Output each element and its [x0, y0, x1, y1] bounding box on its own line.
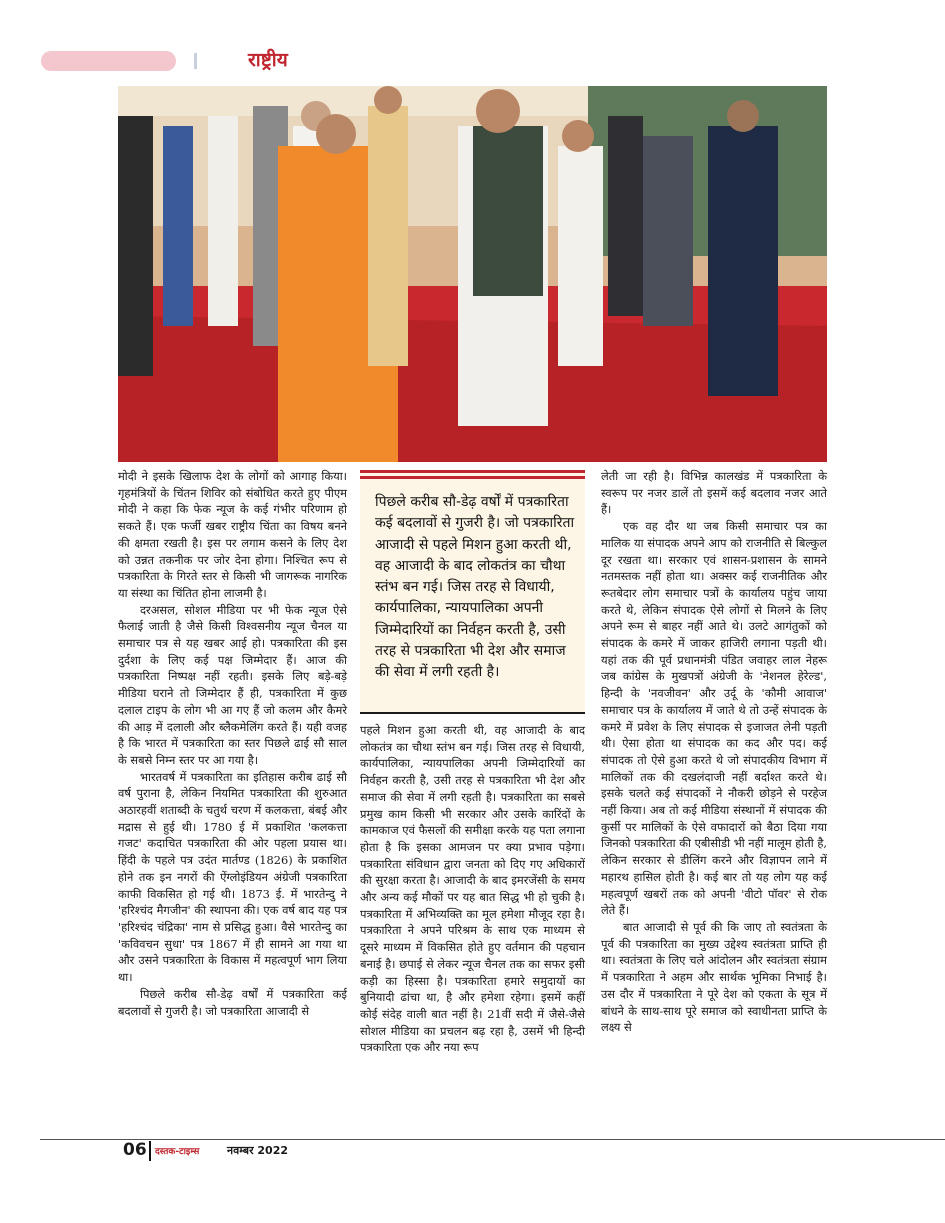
publication-logo: दस्तक-टाइम्स	[155, 1147, 200, 1157]
article-column-3	[601, 468, 827, 1036]
paragraph: दरअसल, सोशल मीडिया पर भी फेक न्यूज ऐसे फैलाई जाती है जैसे किसी विश्वसनीय न्यूज चैनल या समाचार पत्र से यह खबर आई हो। पत्रकारिता की इस दुर्दशा के लिए कई पक्ष जिम्मेदार हैं। आज की पत्रकारिता निष्पक्ष नहीं रहती। इसके लिए बड़े-बड़े मीडिया घराने तो जिम्मेदार हैं ही, पत्रकारिता में कुछ दलाल टाइप के लोग भी आ गए हैं जो कलम और कैमरे की आड़ में दलाली और ब्लैकमेलिंग करते हैं। यही वजह है कि भारत में पत्रकारिता का स्तर पिछले ढाई सौ साल के सबसे निम्न स्तर पर आ गया है।	[118, 602, 347, 767]
paragraph: लेती जा रही है। विभिन्न कालखंड में पत्रकारिता के स्वरूप पर नजर डालें तो इसमें कई बदलाव नजर आते हैं।	[601, 469, 827, 517]
pull-quote-rule	[360, 712, 585, 714]
page-number: 06	[123, 1140, 147, 1160]
paragraph: पिछले करीब सौ-डेढ़ वर्षों में पत्रकारिता कई बदलावों से गुजरी है। जो पत्रकारिता आजादी से	[118, 986, 347, 1018]
footer-divider	[149, 1141, 151, 1161]
section-title: राष्ट्रीय	[248, 49, 288, 71]
footer-rule	[40, 1139, 945, 1140]
paragraph: बात आजादी से पूर्व की कि जाए तो स्वतंत्रता के पूर्व की पत्रकारिता का मुख्य उद्देश्य स्वतंत्रता प्राप्ति ही था। स्वतंत्रता के लिए चले आंदोलन और स्वतंत्रता संग्राम में पत्रकारिता ने अहम और सार्थक भूमिका निभाई है। उस दौर में पत्रकारिता ने पूरे देश को एकता के सूत्र में बांधने के साथ-साथ पूरे समाज को स्वाधीनता प्राप्ति के लक्ष्य से	[601, 919, 827, 1035]
pull-quote-box	[360, 470, 585, 713]
header-divider	[194, 53, 197, 69]
paragraph: मोदी ने इसके खिलाफ देश के लोगों को आगाह किया। गृहमंत्रियों के चिंतन शिविर को संबोधित करते हुए पीएम मोदी ने कहा कि फेक न्यूज के कई गंभीर परिणाम हो सकते हैं। एक फर्जी खबर राष्ट्रीय चिंता का विषय बनने की क्षमता रखती है। इस पर लगाम कसने के लिए देश को उन्नत तकनीक पर जोर देना होगा। निश्चित रूप से पत्रकारिता के गिरते स्तर से किसी भी जागरूक नागरिक या संस्था का चिंतित होना लाजमी है।	[118, 469, 347, 600]
pull-quote-text: पिछले करीब सौ-डेढ़ वर्षों में पत्रकारिता कई बदलावों से गुजरी है। जो पत्रकारिता आजादी से पहले मिशन हुआ करती थी, वह आजादी के बाद लोकतंत्र का चौथा स्तंभ बन गई। जिस तरह से विधायी, कार्यपालिका, न्यायपालिका अपनी जिम्मेदारियों का निर्वहन करती है, उसी तरह से पत्रकारिता भी देश और समाज की सेवा में लगी रहती है।	[375, 494, 575, 681]
issue-date: नवम्बर 2022	[227, 1144, 289, 1157]
article-photo	[118, 86, 827, 462]
pull-quote-rule	[360, 476, 585, 479]
paragraph: भारतवर्ष में पत्रकारिता का इतिहास करीब ढाई सौ वर्ष पुराना है, लेकिन नियमित पत्रकारिता की शुरुआत अठारहवीं शताब्दी के चतुर्थ चरण में कलकत्ता, बंबई और मद्रास से हुई थी। 1780 ई में प्रकाशित 'कलकत्ता गजट' कदाचित पत्रकारिता की ओर पहला प्रयास था। हिंदी के पहले पत्र उदंत मार्तण्ड (1826) के प्रकाशित होने तक इन नगरों की ऐंग्लोइंडियन अंग्रेजी पत्रकारिता काफी विकसित हो गई थी। 1873 ई. में भारतेन्दु ने 'हरिश्चंद मैगजीन' की स्थापना की। एक वर्ष बाद यह पत्र 'हरिश्चंद चंद्रिका' नाम से प्रसिद्ध हुआ। वैसे भारतेन्दु का 'कविवचन सुधा' पत्र 1867 में ही सामने आ गया था और उसने पत्रकारिता के विकास में महत्वपूर्ण भाग लिया था।	[118, 769, 347, 985]
article-column-2	[360, 722, 585, 1056]
paragraph: एक वह दौर था जब किसी समाचार पत्र का मालिक या संपादक अपने आप को राजनीति से बिल्कुल दूर रखता था। सरकार एवं शासन-प्रशासन के सामने नतमस्तक नहीं होता था। अक्सर कई राजनीतिक और रूतबेदार लोग समाचार पत्रों के कार्यालय पहुंच जाया करते थे, लेकिन संपादक ऐसे लोगों से मिलने के लिए अपने रूम से बाहर नहीं आते थे। उलटे आगंतुकों को संपादक के कमरे में जाकर हाजिरी लगाना पड़ती थी। यहां तक की पूर्व प्रधानमंत्री पंडित जवाहर लाल नेहरू जब कांग्रेस के मुखपत्रों अंग्रेजी के 'नेशनल हेरेल्ड', हिन्दी के 'नवजीवन' और उर्दू के 'कौमी आवाज' समाचार पत्र के कार्यालय में जाते थे तो उन्हें संपादक के कमरे में प्रवेश के लिए संपादक से इजाजत लेनी पड़ती थी। ऐसा होता था संपादक का कद और पद। कई संपादक तो ऐसे हुआ करते थे जो संपादकीय विभाग में मालिकों तक की दखलंदाजी नहीं बर्दाश्त करते थे। इसके चलते कई संपादकों ने नौकरी छोड़ने से परहेज नहीं किया। अब तो कई मीडिया संस्थानों में संपादक की कुर्सी पर मालिकों के ऐसे वफादारों को बैठा दिया गया जिनको पत्रकारिता की एबीसीडी भी नहीं मालूम होती है, लेकिन सरकार से डीलिंग करने और विज्ञापन लाने में महारथ हासिल होती है। कई बार तो यह लोग यह कई महत्वपूर्ण खबरों तक को अपनी 'वीटो पॉवर' से रोक लेते हैं।	[601, 519, 827, 918]
article-column-1	[118, 468, 347, 1019]
paragraph: पहले मिशन हुआ करती थी, वह आजादी के बाद लोकतंत्र का चौथा स्तंभ बन गई। जिस तरह से विधायी, कार्यपालिका, न्यायपालिका अपनी जिम्मेदारियों का निर्वहन करती है, उसी तरह से पत्रकारिता भी देश और समाज की सेवा में लगी रहती है। पत्रकारिता का सबसे प्रमुख काम किसी भी सरकार और उसके कारिंदों के कामकाज एवं फैसलों की समीक्षा करके यह पता लगाना होता है कि इसका आमजन पर क्या प्रभाव पड़ेगा। पत्रकारिता संविधान द्वारा जनता को दिए गए अधिकारों की सुरक्षा करता है। आजादी के बाद इमरजेंसी के समय और अन्य कई मौकों पर यह बात सिद्ध भी हो चुकी है। पत्रकारिता में अभिव्यक्ति का मूल हमेशा मौजूद रहा है। पत्रकारिता ने अपने परिश्रम के साथ एक माध्यम से दूसरे माध्यम में विकसित होते हुए वर्तमान की पहचान बनाई है। छपाई से लेकर न्यूज चैनल तक का सफर इसी कड़ी का हिस्सा है। पत्रकारिता हमारे समुदायों का बुनियादी ढांचा था, है और हमेशा रहेगा। इसमें कहीं कोई संदेह वाली बात नहीं है। 21वीं सदी में जैसे-जैसे सोशल मीडिया का प्रचलन बढ़ रहा है, उसमें भी हिन्दी पत्रकारिता एक और नया रूप	[360, 723, 585, 1055]
header-pill-decoration	[41, 51, 176, 71]
pull-quote-rule	[360, 470, 585, 473]
